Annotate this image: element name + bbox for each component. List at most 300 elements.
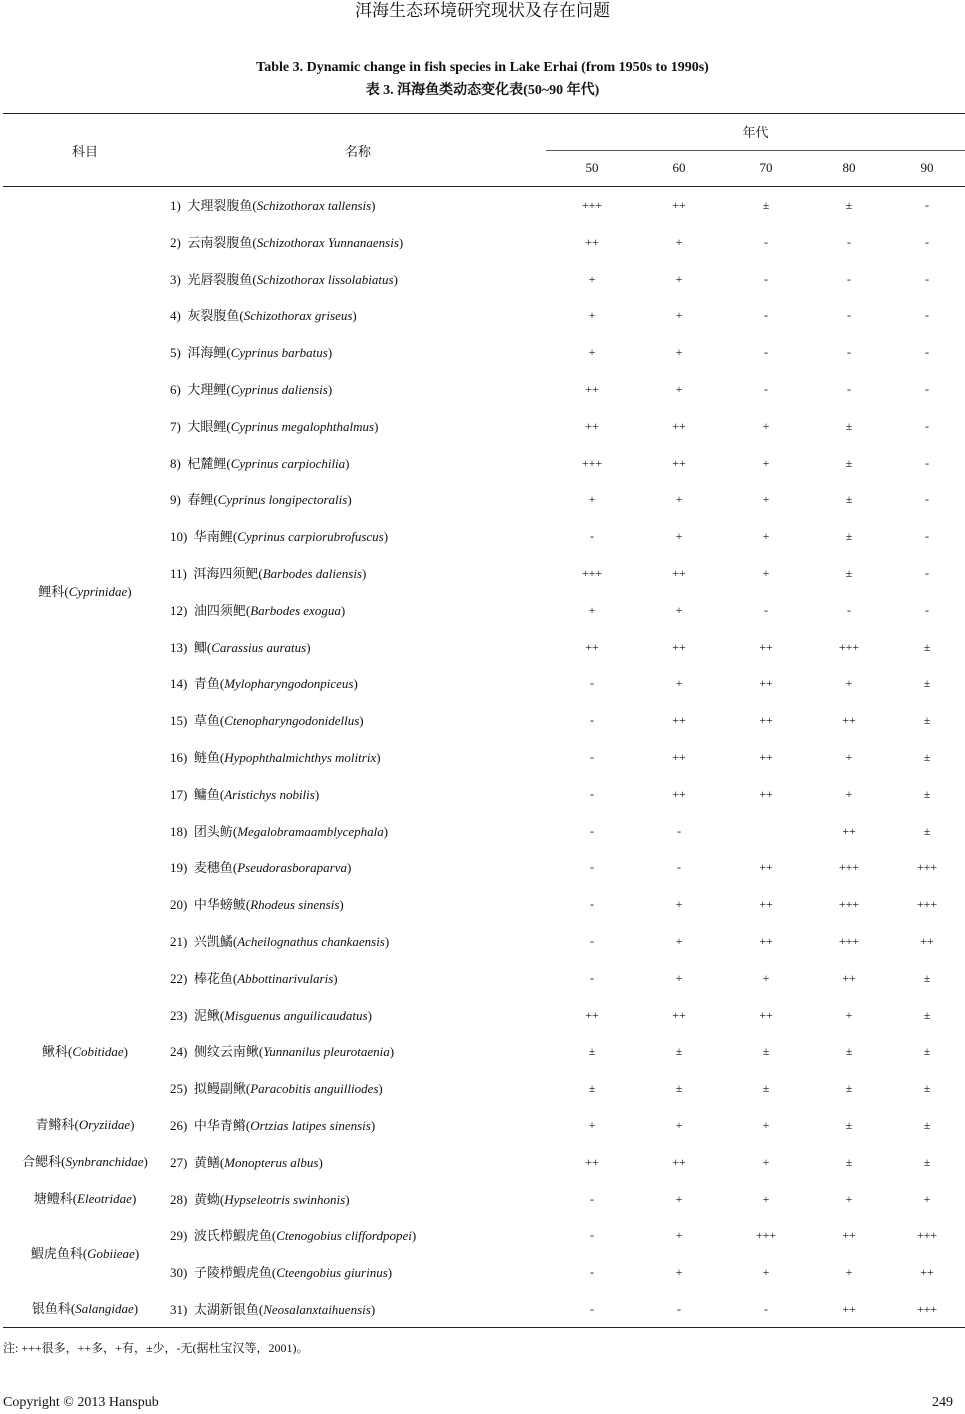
abundance-90s: ++: [920, 934, 934, 948]
abundance-70s: +: [762, 455, 770, 470]
abundance-60s: +: [675, 1228, 683, 1243]
abundance-80s: ±: [845, 455, 853, 470]
abundance-60s: ++: [672, 1154, 686, 1169]
abundance-50s: ++: [585, 639, 599, 654]
species-number: 11): [170, 566, 187, 581]
abundance-80s: ++: [842, 1228, 856, 1243]
species-name: 23) 泥鳅(Misguenus anguilicaudatus): [170, 1007, 372, 1023]
species-number: 17): [170, 786, 188, 802]
species-chinese-name: 麦穗鱼: [193, 860, 233, 876]
family-label: 青鳉科(Oryziidae): [35, 1117, 135, 1133]
species-chinese-name: 拟鳗副鳅: [193, 1081, 246, 1097]
species-name: 5) 洱海鲤(Cyprinus barbatus): [170, 345, 333, 361]
table-caption-chinese: 表 3. 洱海鱼类动态变化表(50~90 年代): [365, 83, 600, 98]
species-name: 14) 青鱼(Mylopharyngodonpiceus): [170, 676, 358, 692]
species-chinese-name: 春鲤: [187, 492, 214, 508]
abundance-80s: ++: [842, 713, 856, 728]
species-number: 5): [170, 345, 181, 361]
abundance-80s: ±: [845, 198, 853, 212]
species-number: 20): [170, 897, 188, 913]
species-name: 29) 波氏栉鰕虎鱼(Ctenogobius cliffordpopei): [170, 1228, 417, 1244]
abundance-70s: ±: [762, 198, 770, 212]
abundance-80s: +: [845, 676, 853, 691]
abundance-90s: +++: [916, 897, 938, 912]
abundance-70s: +: [762, 492, 770, 507]
abundance-50s: +: [588, 345, 596, 360]
abundance-80s: ±: [845, 492, 853, 507]
table-row: [0, 334, 965, 371]
table-row: [0, 408, 965, 445]
abundance-50s: -: [590, 529, 594, 544]
table-row: [0, 297, 965, 334]
species-chinese-name: 泥鳅: [193, 1007, 220, 1023]
abundance-80s: -: [847, 308, 851, 323]
species-number: 16): [170, 750, 188, 765]
abundance-50s: -: [590, 860, 594, 875]
abundance-90s: -: [925, 529, 929, 544]
abundance-70s: +: [762, 970, 770, 985]
species-number: 22): [170, 970, 188, 986]
header-family: 科目: [71, 144, 98, 159]
species-latin-name: Cteengobius giurinus: [276, 1265, 388, 1281]
species-name: 15) 草鱼(Ctenopharyngodonidellus): [170, 713, 364, 729]
abundance-50s: -: [590, 1302, 594, 1316]
abundance-60s: -: [677, 1302, 681, 1316]
table-row: [0, 997, 965, 1034]
abundance-80s: -: [847, 345, 851, 360]
abundance-60s: ++: [672, 639, 686, 654]
abundance-60s: +: [675, 529, 683, 544]
abundance-70s: -: [764, 1302, 768, 1316]
species-number: 25): [170, 1081, 188, 1097]
species-name: 19) 麦穗鱼(Pseudorasboraparva): [170, 860, 352, 876]
abundance-50s: -: [590, 676, 594, 691]
species-latin-name: Ctenopharyngodonidellus: [224, 713, 360, 729]
species-chinese-name: 棒花鱼: [193, 970, 233, 986]
abundance-60s: +: [675, 602, 683, 617]
abundance-70s: +: [762, 418, 770, 433]
species-chinese-name: 草鱼: [193, 713, 220, 729]
species-latin-name: Yunnanilus pleurotaenia: [263, 1044, 390, 1060]
table-bottom-rule: [3, 1327, 965, 1328]
abundance-90s: ++: [920, 1265, 934, 1280]
species-chinese-name: 大理鲤: [187, 382, 227, 397]
species-latin-name: Cyprinus carpiochilia: [230, 455, 346, 471]
species-chinese-name: 鲫: [193, 639, 207, 655]
family-label: 银鱼科(Salangidae): [31, 1301, 139, 1317]
table-row: [0, 224, 965, 261]
species-latin-name: Aristichys nobilis: [224, 786, 315, 802]
abundance-60s: ++: [672, 750, 686, 764]
abundance-50s: +++: [581, 566, 603, 580]
species-chinese-name: 鲢鱼: [193, 750, 220, 765]
abundance-90s: ±: [923, 786, 931, 801]
species-chinese-name: 青鱼: [193, 676, 220, 692]
footer-copyright: Copyright © 2013 Hanspub: [3, 1395, 159, 1410]
abundance-70s: -: [764, 234, 768, 249]
species-number: 2): [170, 234, 181, 250]
abundance-60s: +: [675, 382, 683, 396]
table-row: [0, 1070, 965, 1107]
abundance-80s: ±: [845, 566, 853, 580]
abundance-50s: -: [590, 897, 594, 912]
abundance-60s: ++: [672, 455, 686, 470]
species-number: 6): [170, 382, 181, 397]
abundance-90s: -: [925, 308, 929, 323]
species-latin-name: Neosalanxtaihuensis: [263, 1302, 371, 1317]
table-row: [0, 849, 965, 886]
table-row: [0, 776, 965, 813]
species-chinese-name: 鳙鱼: [193, 786, 220, 802]
family-latin-name: Synbranchidae: [65, 1154, 144, 1170]
species-chinese-name: 洱海鲤: [187, 345, 227, 361]
abundance-60s: +: [675, 1191, 683, 1206]
abundance-70s: -: [764, 308, 768, 323]
abundance-50s: ±: [588, 1044, 596, 1059]
species-chinese-name: 中华螃鲏: [193, 897, 246, 913]
table-row: [0, 886, 965, 923]
species-number: 18): [170, 823, 188, 839]
abundance-80s: -: [847, 271, 851, 286]
species-latin-name: Rhodeus sinensis: [250, 897, 340, 913]
abundance-90s: +++: [916, 1228, 938, 1243]
abundance-90s: -: [925, 455, 929, 470]
species-chinese-name: 杞麓鲤: [187, 455, 227, 471]
family-latin-name: Eleotridae: [77, 1191, 132, 1206]
abundance-60s: ++: [672, 198, 686, 212]
running-header: 洱海生态环境研究现状及存在问题: [355, 1, 610, 20]
species-latin-name: Schizothorax lissolabiatus: [256, 271, 394, 287]
species-name: 22) 棒花鱼(Abbottinarivularis): [170, 970, 338, 986]
table-row: [0, 261, 965, 298]
species-latin-name: Barbodes exogua: [250, 602, 341, 618]
abundance-90s: ±: [923, 1044, 931, 1059]
abundance-90s: ±: [923, 750, 931, 764]
species-chinese-name: 大理裂腹鱼: [187, 198, 253, 213]
abundance-70s: ±: [762, 1081, 770, 1096]
abundance-70s: ++: [759, 750, 773, 764]
abundance-50s: +++: [581, 455, 603, 470]
family-label: 鳅科(Cobitidae): [42, 1043, 128, 1059]
abundance-80s: -: [847, 382, 851, 396]
species-chinese-name: 黄鳝: [193, 1154, 220, 1170]
abundance-60s: ++: [672, 713, 686, 728]
family-latin-name: Salangidae: [75, 1301, 134, 1317]
abundance-70s: +: [762, 1265, 770, 1280]
abundance-90s: -: [925, 418, 929, 433]
abundance-60s: +: [675, 897, 683, 912]
family-latin-name: Cobitidae: [72, 1043, 124, 1059]
abundance-60s: +: [675, 676, 683, 691]
family-label: 鰕虎鱼科(Gobiieae): [30, 1246, 140, 1262]
family-latin-name: Cyprinidae: [68, 583, 128, 599]
species-latin-name: Mylopharyngodonpiceus: [224, 676, 354, 692]
species-chinese-name: 华南鲤: [193, 529, 233, 545]
abundance-70s: ±: [762, 1044, 770, 1059]
abundance-70s: -: [764, 382, 768, 396]
abundance-90s: -: [925, 566, 929, 580]
table-row: [0, 739, 965, 776]
abundance-60s: -: [677, 823, 681, 838]
table-body: [0, 187, 965, 1327]
abundance-70s: +: [762, 566, 770, 580]
table-note: 注: +++很多，++多，+有，±少，-无(据杜宝汉等，2001)。: [3, 1341, 309, 1355]
table-row: [0, 702, 965, 739]
abundance-50s: +++: [581, 198, 603, 212]
abundance-90s: ±: [923, 676, 931, 691]
species-number: 10): [170, 529, 188, 545]
species-latin-name: Barbodes daliensis: [262, 566, 363, 581]
abundance-80s: ++: [842, 970, 856, 985]
species-name: 21) 兴凯鱊(Acheilognathus chankaensis): [170, 934, 390, 949]
species-name: 7) 大眼鲤(Cyprinus megalophthalmus): [170, 418, 379, 434]
species-chinese-name: 洱海四须鲃: [193, 566, 259, 581]
abundance-90s: ±: [923, 970, 931, 985]
table-row: [0, 518, 965, 555]
species-name: 12) 油四须鲃(Barbodes exogua): [170, 602, 346, 618]
family-chinese-name: 银鱼科: [31, 1301, 71, 1317]
species-latin-name: Hypophthalmichthys molitrix: [224, 750, 377, 765]
abundance-70s: [736, 813, 796, 850]
species-number: 4): [170, 308, 181, 324]
species-number: 7): [170, 418, 181, 434]
species-latin-name: Cyprinus barbatus: [230, 345, 328, 361]
species-latin-name: Paracobitis anguilliodes: [250, 1081, 379, 1097]
abundance-70s: -: [764, 602, 768, 617]
abundance-80s: +: [845, 1191, 853, 1206]
family-label: 塘鳢科(Eleotridae): [33, 1191, 137, 1206]
species-number: 30): [170, 1265, 188, 1281]
species-name: 8) 杞麓鲤(Cyprinus carpiochilia): [170, 455, 350, 471]
abundance-50s: +: [588, 492, 596, 507]
species-chinese-name: 大眼鲤: [187, 418, 227, 434]
abundance-80s: ±: [845, 1118, 853, 1132]
species-chinese-name: 云南裂腹鱼: [187, 234, 253, 250]
abundance-80s: +++: [838, 897, 860, 912]
species-name: 13) 鲫(Carassius auratus): [170, 639, 311, 655]
species-latin-name: Monopterus albus: [224, 1154, 319, 1170]
species-name: 11) 洱海四须鲃(Barbodes daliensis): [170, 566, 367, 581]
abundance-70s: ++: [759, 860, 773, 875]
abundance-50s: -: [590, 786, 594, 801]
abundance-50s: ++: [585, 1154, 599, 1169]
abundance-50s: -: [590, 1265, 594, 1280]
header-decade-group: 年代: [742, 125, 769, 140]
species-number: 8): [170, 455, 181, 471]
abundance-60s: ++: [672, 1007, 686, 1022]
abundance-90s: -: [925, 345, 929, 360]
table-row: [0, 813, 965, 850]
abundance-50s: -: [590, 970, 594, 985]
species-chinese-name: 子陵栉鰕虎鱼: [193, 1265, 272, 1281]
species-name: 20) 中华螃鲏(Rhodeus sinensis): [170, 897, 344, 913]
abundance-80s: +++: [838, 639, 860, 654]
species-latin-name: Hypseleotris swinhonis: [224, 1191, 346, 1207]
species-name: 31) 太湖新银鱼(Neosalanxtaihuensis): [170, 1302, 376, 1317]
abundance-80s: +: [845, 1007, 853, 1022]
abundance-80s: +++: [838, 934, 860, 948]
header-decade-70: 70: [759, 160, 773, 175]
species-number: 29): [170, 1228, 188, 1244]
species-number: 28): [170, 1191, 188, 1207]
species-name: 2) 云南裂腹鱼(Schizothorax Yunnanaensis): [170, 234, 404, 250]
abundance-60s: +: [675, 345, 683, 360]
table-row: [0, 960, 965, 997]
abundance-90s: -: [925, 198, 929, 212]
species-number: 12): [170, 602, 188, 618]
abundance-60s: +: [675, 970, 683, 985]
species-name: 18) 团头鲂(Megalobramaamblycephala): [170, 823, 389, 839]
species-name: 24) 侧纹云南鳅(Yunnanilus pleurotaenia): [170, 1044, 395, 1060]
abundance-80s: ±: [845, 1044, 853, 1059]
species-name: 6) 大理鲤(Cyprinus daliensis): [170, 382, 333, 397]
header-decade-60: 60: [672, 160, 686, 175]
table-caption-english: Table 3. Dynamic change in fish species in Lake Erhai (from 1950s to 1990s): [256, 60, 709, 75]
abundance-70s: ++: [759, 897, 773, 912]
species-latin-name: Megalobramaamblycephala: [237, 823, 384, 839]
species-latin-name: Misguenus anguilicaudatus: [224, 1007, 368, 1023]
abundance-80s: +: [845, 786, 853, 801]
species-number: 13): [170, 639, 188, 655]
family-chinese-name: 塘鳢科: [33, 1191, 73, 1206]
header-decade-50: 50: [585, 160, 599, 175]
header-decade-90: 90: [920, 160, 934, 175]
abundance-80s: +: [845, 750, 853, 764]
header-name: 名称: [344, 144, 371, 159]
abundance-60s: +: [675, 492, 683, 507]
species-number: 21): [170, 934, 188, 949]
abundance-90s: -: [925, 492, 929, 507]
abundance-90s: -: [925, 602, 929, 617]
species-number: 31): [170, 1302, 188, 1317]
species-latin-name: Cyprinus carpiorubrofuscus: [237, 529, 384, 545]
abundance-60s: ++: [672, 418, 686, 433]
species-name: 16) 鲢鱼(Hypophthalmichthys molitrix): [170, 750, 381, 765]
abundance-90s: ±: [923, 1081, 931, 1096]
family-chinese-name: 青鳉科: [35, 1117, 75, 1133]
species-chinese-name: 灰裂腹鱼: [187, 308, 240, 324]
table-row: [0, 445, 965, 482]
abundance-50s: +: [588, 271, 596, 286]
abundance-60s: +: [675, 308, 683, 323]
abundance-80s: ±: [845, 529, 853, 544]
abundance-50s: -: [590, 1191, 594, 1206]
species-latin-name: Ortzias latipes sinensis: [250, 1118, 371, 1133]
species-name: 17) 鳙鱼(Aristichys nobilis): [170, 786, 320, 802]
abundance-80s: ±: [845, 1081, 853, 1096]
species-chinese-name: 波氏栉鰕虎鱼: [193, 1228, 272, 1244]
abundance-90s: ±: [923, 823, 931, 838]
species-latin-name: Abbottinarivularis: [237, 970, 334, 986]
abundance-80s: +++: [838, 860, 860, 875]
abundance-60s: +: [675, 1118, 683, 1132]
species-number: 24): [170, 1044, 188, 1060]
species-name: 27) 黄鳝(Monopterus albus): [170, 1154, 323, 1170]
species-latin-name: Pseudorasboraparva: [237, 860, 347, 876]
species-chinese-name: 油四须鲃: [193, 602, 246, 618]
abundance-70s: ++: [759, 639, 773, 654]
abundance-70s: -: [764, 345, 768, 360]
species-name: 4) 灰裂腹鱼(Schizothorax griseus): [170, 308, 357, 324]
species-number: 19): [170, 860, 188, 876]
header-decade-80: 80: [842, 160, 856, 175]
species-latin-name: Ctenogobius cliffordpopei: [276, 1228, 412, 1244]
abundance-80s: ++: [842, 1302, 856, 1316]
table-row: [0, 371, 965, 408]
abundance-50s: +: [588, 1118, 596, 1132]
abundance-90s: ±: [923, 639, 931, 654]
abundance-50s: +: [588, 602, 596, 617]
family-chinese-name: 鳅科: [42, 1043, 69, 1059]
abundance-60s: +: [675, 1265, 683, 1280]
abundance-80s: ++: [842, 823, 856, 838]
species-latin-name: Cyprinus megalophthalmus: [230, 418, 375, 434]
species-chinese-name: 兴凯鱊: [193, 934, 233, 949]
abundance-60s: ++: [672, 566, 686, 580]
species-name: 30) 子陵栉鰕虎鱼(Cteengobius giurinus): [170, 1265, 393, 1281]
abundance-90s: -: [925, 382, 929, 396]
table-top-rule: [3, 113, 965, 114]
species-number: 1): [170, 198, 181, 213]
species-name: 28) 黄蚴(Hypseleotris swinhonis): [170, 1191, 350, 1207]
table-row: [0, 665, 965, 702]
table-row: [0, 923, 965, 960]
footer-page-number: 249: [932, 1395, 953, 1410]
family-chinese-name: 合鳃科: [22, 1154, 62, 1170]
abundance-50s: ++: [585, 234, 599, 249]
abundance-90s: -: [925, 234, 929, 249]
abundance-50s: ++: [585, 418, 599, 433]
family-chinese-name: 鲤科: [38, 583, 65, 599]
family-latin-name: Oryziidae: [78, 1117, 131, 1133]
species-latin-name: Cyprinus longipectoralis: [217, 492, 348, 508]
abundance-60s: ±: [675, 1081, 683, 1096]
abundance-70s: +++: [755, 1228, 777, 1243]
abundance-60s: +: [675, 234, 683, 249]
species-name: 9) 春鲤(Cyprinus longipectoralis): [170, 492, 352, 508]
species-chinese-name: 侧纹云南鳅: [193, 1044, 259, 1060]
abundance-50s: ±: [588, 1081, 596, 1096]
abundance-70s: ++: [759, 934, 773, 948]
abundance-70s: ++: [759, 713, 773, 728]
abundance-90s: ±: [923, 713, 931, 728]
species-name: 3) 光唇裂腹鱼(Schizothorax lissolabiatus): [170, 271, 398, 287]
family-label: 鲤科(Cyprinidae): [38, 583, 132, 599]
table-row: [0, 481, 965, 518]
abundance-60s: +: [675, 934, 683, 948]
species-chinese-name: 黄蚴: [193, 1191, 220, 1207]
abundance-60s: -: [677, 860, 681, 875]
species-name: 1) 大理裂腹鱼(Schizothorax tallensis): [170, 198, 376, 213]
species-number: 23): [170, 1007, 188, 1023]
species-chinese-name: 光唇裂腹鱼: [187, 271, 253, 287]
species-number: 26): [170, 1118, 188, 1133]
species-latin-name: Schizothorax griseus: [243, 308, 353, 324]
abundance-90s: +++: [916, 860, 938, 875]
species-latin-name: Schizothorax Yunnanaensis: [256, 234, 399, 250]
abundance-60s: +: [675, 271, 683, 286]
table-row: [0, 187, 965, 224]
species-number: 14): [170, 676, 188, 692]
species-number: 27): [170, 1154, 188, 1170]
abundance-80s: -: [847, 234, 851, 249]
abundance-90s: ±: [923, 1118, 931, 1132]
table-row: [0, 629, 965, 666]
abundance-50s: ++: [585, 382, 599, 396]
species-chinese-name: 团头鲂: [193, 823, 233, 839]
abundance-50s: -: [590, 713, 594, 728]
family-chinese-name: 鰕虎鱼科: [30, 1246, 83, 1262]
